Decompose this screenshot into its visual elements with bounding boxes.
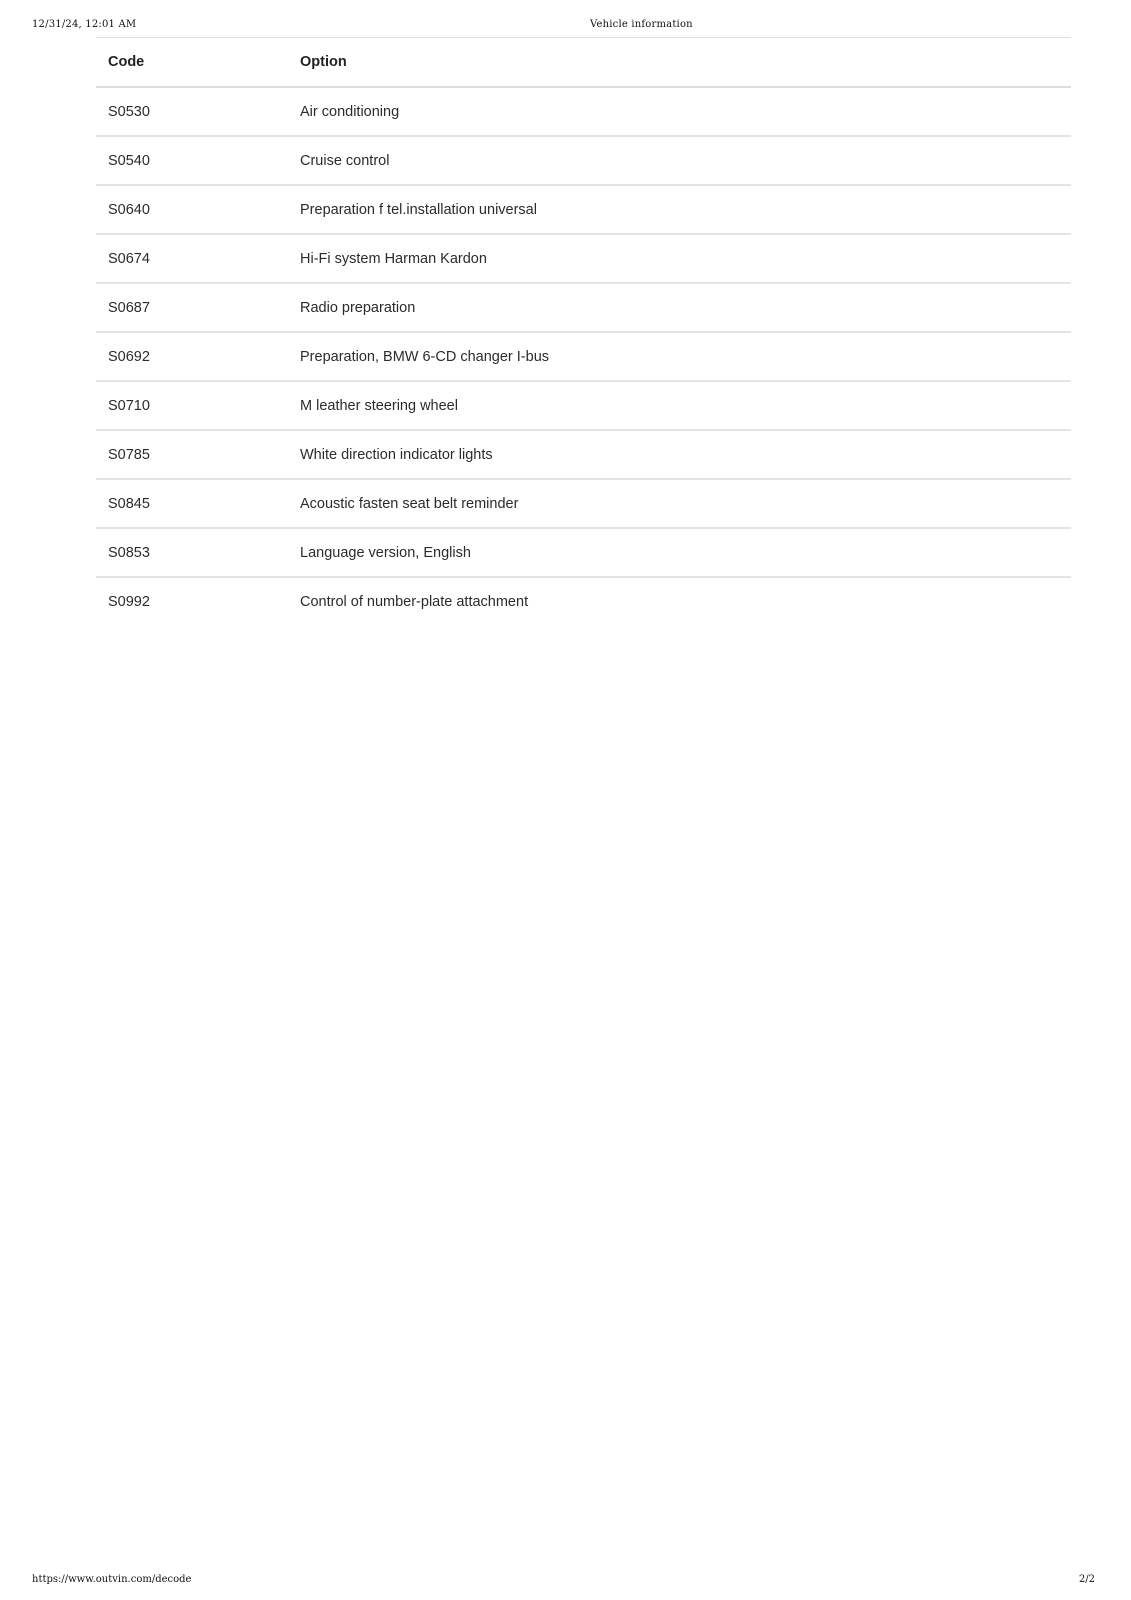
option-code-cell: S0692 — [96, 332, 288, 381]
table-row — [96, 381, 1071, 430]
option-name-cell: Radio preparation — [288, 283, 1071, 332]
table-row — [96, 332, 1071, 381]
table-row — [96, 577, 1071, 625]
table-row — [96, 185, 1071, 234]
option-name-cell: Hi-Fi system Harman Kardon — [288, 234, 1071, 283]
table-row — [96, 479, 1071, 528]
option-code-cell: S0640 — [96, 185, 288, 234]
option-code-cell: S0674 — [96, 234, 288, 283]
option-name-cell: Air conditioning — [288, 87, 1071, 136]
table-row — [96, 283, 1071, 332]
table-row — [96, 136, 1071, 185]
column-header-option: Option — [288, 38, 1071, 88]
option-code-cell: S0785 — [96, 430, 288, 479]
vehicle-options-table — [96, 37, 1071, 625]
table-row — [96, 234, 1071, 283]
option-code-cell: S0530 — [96, 87, 288, 136]
option-name-cell: Language version, English — [288, 528, 1071, 577]
option-code-cell: S0710 — [96, 381, 288, 430]
option-name-cell: Preparation f tel.installation universal — [288, 185, 1071, 234]
option-name-cell: Preparation, BMW 6-CD changer I-bus — [288, 332, 1071, 381]
print-source-url: https://www.outvin.com/decode — [32, 1574, 192, 1585]
table-row — [96, 87, 1071, 136]
option-code-cell: S0992 — [108, 593, 150, 610]
option-name-cell: Cruise control — [288, 136, 1071, 185]
table-header-row — [96, 38, 1071, 88]
table-row — [96, 528, 1071, 577]
print-page-number: 2/2 — [1078, 1574, 1095, 1585]
option-code-cell: S0853 — [96, 528, 288, 577]
print-datetime: 12/31/24, 12:01 AM — [32, 19, 137, 30]
option-code-cell: S0540 — [96, 136, 288, 185]
option-name-cell: Control of number-plate attachment — [300, 593, 529, 610]
option-code-cell: S0687 — [96, 283, 288, 332]
option-name-cell: M leather steering wheel — [288, 381, 1071, 430]
option-name-cell: Acoustic fasten seat belt reminder — [288, 479, 1071, 528]
table-row — [96, 430, 1071, 479]
option-name-cell: White direction indicator lights — [288, 430, 1071, 479]
print-page-title: Vehicle information — [590, 19, 693, 30]
option-code-cell: S0845 — [96, 479, 288, 528]
column-header-code: Code — [96, 38, 288, 88]
